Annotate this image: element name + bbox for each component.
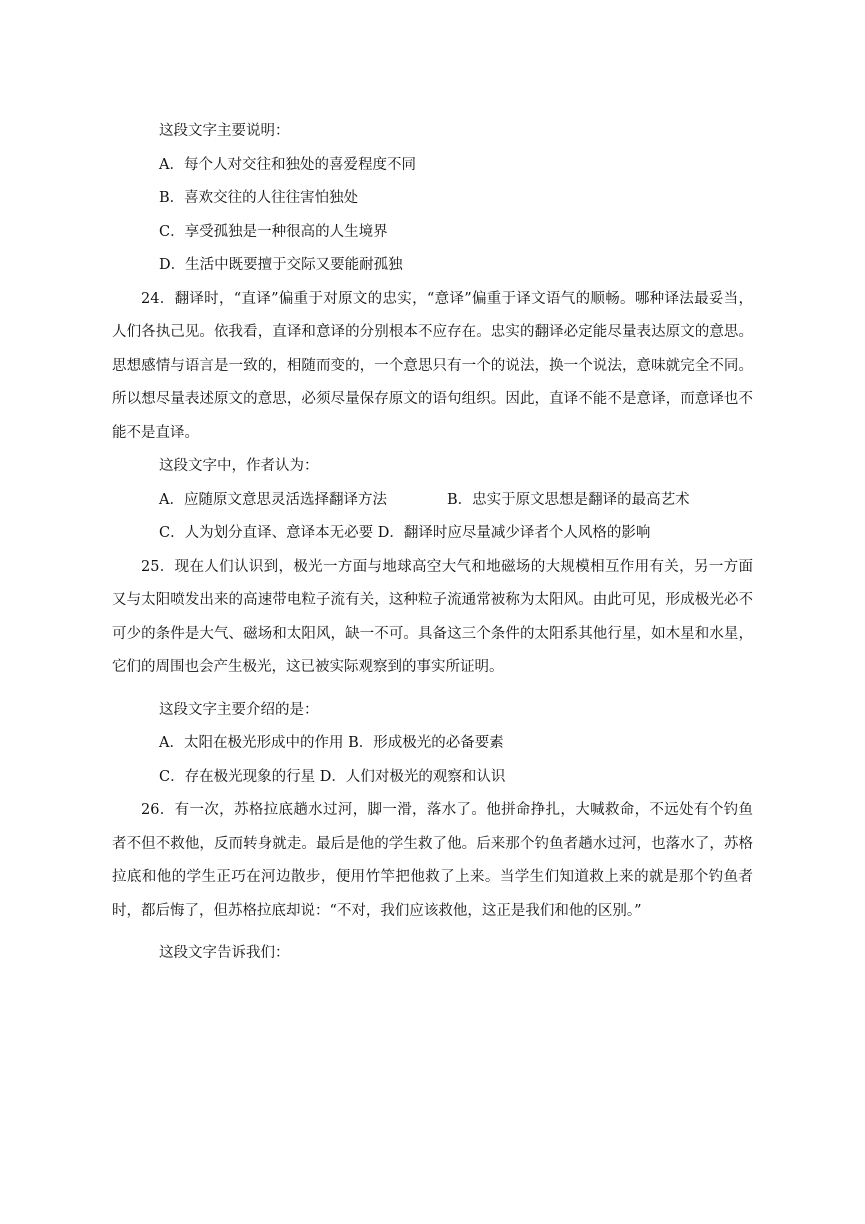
q23-stem: 这段文字主要说明： — [159, 123, 290, 139]
q24-option-a: A．应随原文意思灵活选择翻译方法 — [159, 491, 387, 508]
q26-passage: 26．有一次，苏格拉底趟水过河，脚一滑，落水了。他拼命挣扎，大喊救命，不远处有个钓鱼者不但不救他，反而转身就走。最后是他的学生救了他。后来那个钓鱼者趟水过河，也落水了，苏格拉底和他的学生正巧在河边散步，便用竹竿把他救了上来。当学生们知道救上来的就是那个钓鱼者时，都后悔了，但苏格拉底却说：“不对，我们应该救他，这正是我们和他的区别。” — [112, 802, 753, 919]
q24-options-cd: C．人为划分直译、意译本无必要 D．翻译时应尽量减少译者个人风格的影响 — [159, 525, 651, 541]
q24-stem: 这段文字中，作者认为： — [159, 458, 319, 474]
spacer — [112, 685, 753, 694]
q23-option-d: D．生活中既要擅于交际又要能耐孤独 — [159, 257, 403, 273]
q23-option-c: C．享受孤独是一种很高的人生境界 — [159, 223, 388, 240]
q24-option-b: B．忠实于原文思想是翻译的最高艺术 — [447, 491, 690, 508]
q25-passage: 25．现在人们认识到，极光一方面与地球高空大气和地磁场的大规模相互作用有关，另一方面又与太阳喷发出来的高速带电粒子流有关，这种粒子流通常被称为太阳风。由此可见，形成极光必不可少的条件是大气、磁场和太阳风，缺一不可。具备这三个条件的太阳系其他行星，如木星和水星，它们的周围也会产生极光，这已被实际观察到的事实所证明。 — [112, 558, 753, 675]
q24-passage: 24．翻译时，“直译”偏重于对原文的忠实，“意译”偏重于译文语气的顺畅。哪种译法最妥当，人们各执己见。依我看，直译和意译的分别根本不应存在。忠实的翻译必定能尽量表达原文的意思。思想感情与语言是一致的，相随而变的，一个意思只有一个的说法，换一个说法，意味就完全不同。所以想尽量表述原文的意思，必须尽量保存原文的语句组织。因此，直译不能不是意译，而意译也不能不是直译。 — [112, 290, 753, 441]
q25-stem: 这段文字主要介绍的是： — [159, 701, 319, 718]
q23-option-b: B．喜欢交往的人往往害怕独处 — [159, 190, 359, 206]
spacer — [112, 928, 753, 937]
q26-stem: 这段文字告诉我们： — [159, 945, 290, 961]
q24-options-ab — [112, 484, 753, 518]
q25-options-cd: C．存在极光现象的行星 D．人们对极光的观察和认识 — [159, 768, 506, 785]
q25-options-ab: A．太阳在极光形成中的作用 B．形成极光的必备要素 — [159, 735, 504, 751]
q23-option-a: A．每个人对交往和独处的喜爱程度不同 — [159, 156, 416, 173]
